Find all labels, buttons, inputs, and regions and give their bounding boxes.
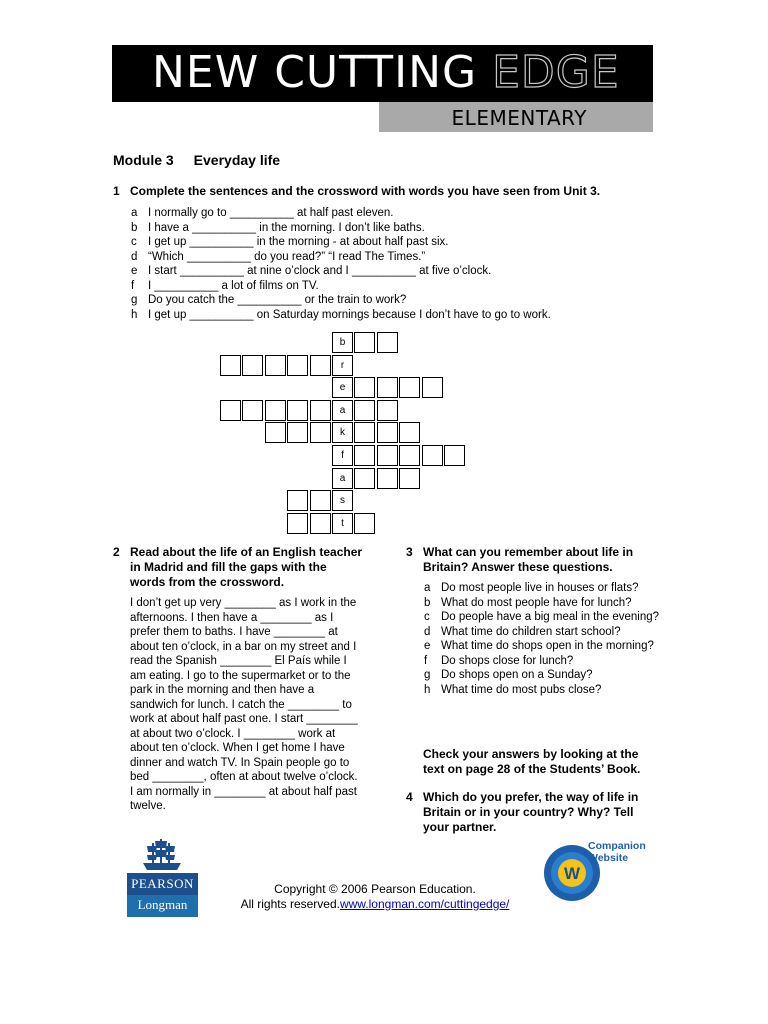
crossword-cell[interactable] — [354, 445, 375, 466]
crossword-cell[interactable] — [310, 422, 331, 443]
crossword-cell[interactable] — [444, 445, 465, 466]
crossword-cell[interactable] — [399, 468, 420, 489]
crossword-cell[interactable] — [220, 355, 241, 376]
module-number: Module 3 — [113, 152, 174, 168]
check-answers-note: Check your answers by looking at the text on page 28 of the Students’ Book. — [423, 747, 641, 776]
crossword-cell[interactable] — [422, 377, 443, 398]
copyright-line: Copyright © 2006 Pearson Education. — [274, 882, 476, 896]
book-title — [152, 47, 620, 98]
crossword-cell[interactable] — [242, 355, 263, 376]
crossword-cell[interactable] — [287, 490, 308, 511]
crossword-cell[interactable] — [310, 490, 331, 511]
list-item: f Do shops close for lunch? — [424, 654, 574, 667]
list-item: d What time do children start school? — [424, 625, 621, 638]
crossword-letter: r — [340, 359, 345, 371]
reading-passage — [130, 596, 360, 814]
crossword-cell[interactable] — [422, 445, 443, 466]
svg-text:W: W — [563, 864, 581, 883]
list-item: c Do people have a big meal in the evening? — [424, 611, 660, 623]
question-text: Complete the sentences and the crossword with words you have seen from Unit 3. — [130, 184, 601, 198]
crossword-cell[interactable] — [287, 355, 308, 376]
title-banner — [112, 45, 653, 102]
crossword-letter: a — [339, 404, 346, 416]
question-text: Read about the life of an English teacher in Madrid and fill the gaps with the words from the crossword. — [130, 545, 363, 589]
crossword-cell[interactable] — [354, 513, 375, 534]
question-number: 3 — [406, 545, 413, 559]
module-heading — [113, 152, 280, 168]
crossword-cell[interactable] — [354, 332, 375, 353]
website-link[interactable]: www.longman.com/cuttingedge/ — [339, 897, 510, 911]
crossword-cell[interactable] — [265, 355, 286, 376]
crossword-cell[interactable] — [377, 468, 398, 489]
passage-text: I don’t get up very ________ as I work in the afternoons. I then have a ________ as I prefer them to baths. I have ________ at about ten o’clock, in a bar on my street and I read the Spanish ________ El País while I am eating. I go to the supermarket or to the park in the morning and then have a sandwich for lunch. I catch the ________ to work at about half past one. I start ________ at about two o’clock. I ________ work at about ten o’clock. When I get home I have dinner and watch TV. In Spain people go to bed ________, often at about twelve o’clock. I am normally in ________ at about half past twelve. — [130, 597, 358, 812]
crossword-cell[interactable] — [377, 377, 398, 398]
crossword-letter: t — [341, 517, 344, 529]
list-item: d “Which __________ do you read?” “I read The Times.” — [131, 250, 426, 263]
crossword-cell[interactable] — [354, 468, 375, 489]
crossword-cell[interactable] — [354, 377, 375, 398]
crossword-letter: s — [340, 495, 345, 507]
crossword-cell[interactable] — [287, 400, 308, 421]
list-item: c I get up __________ in the morning - at about half past six. — [131, 236, 449, 248]
crossword-cell[interactable] — [310, 355, 331, 376]
question-3-list — [424, 581, 664, 697]
crossword-cell[interactable] — [265, 422, 286, 443]
crossword-cell[interactable] — [265, 400, 286, 421]
title-main: NEW CUTTING — [152, 47, 493, 98]
level-banner — [379, 102, 653, 132]
crossword-cell[interactable] — [399, 445, 420, 466]
crossword-cell[interactable] — [310, 513, 331, 534]
crossword-letter: k — [340, 427, 345, 439]
list-item: b What do most people have for lunch? — [424, 596, 632, 609]
level-title: ELEMENTARY — [451, 106, 587, 130]
companion-label: Companion Website — [588, 840, 646, 864]
question-4-heading — [406, 790, 656, 835]
list-item: e I start __________ at nine o’clock and I __________ at five o’clock. — [131, 265, 492, 277]
crossword-cell[interactable] — [354, 400, 375, 421]
crossword-letter: b — [339, 337, 346, 348]
crossword-cell[interactable] — [242, 400, 263, 421]
question-text: What can you remember about life in Britain? Answer these questions. — [423, 545, 634, 574]
list-item: e What time do shops open in the morning? — [424, 640, 654, 652]
list-item: f I __________ a lot of films on TV. — [131, 279, 319, 292]
question-number: 4 — [406, 790, 413, 804]
title-accent: EDGE — [492, 47, 620, 98]
companion-website-logo[interactable] — [542, 837, 672, 917]
list-item: a Do most people live in houses or flats? — [424, 582, 639, 594]
rights-line: All rights reserved.www.longman.com/cuttingedge/ — [240, 897, 510, 911]
list-item: g Do shops open on a Sunday? — [424, 669, 593, 681]
copyright-notice — [220, 882, 530, 912]
crossword-cell[interactable] — [399, 422, 420, 443]
question-text: Which do you prefer, the way of life in Britain or in your country? Why? Tell your partner. — [423, 790, 639, 834]
list-item: a I normally go to __________ at half past eleven. — [131, 207, 394, 219]
crossword-cell[interactable] — [399, 377, 420, 398]
module-title: Everyday life — [193, 152, 281, 168]
list-item: b I have a __________ in the morning. I don’t like baths. — [131, 221, 425, 234]
question-1-list — [131, 206, 671, 322]
crossword-letter: a — [339, 472, 346, 484]
longman-wordmark: Longman — [127, 895, 198, 917]
list-item: g Do you catch the __________ or the train to work? — [131, 294, 407, 306]
crossword-cell[interactable] — [377, 445, 398, 466]
crossword-letter: f — [341, 450, 344, 461]
crossword-cell[interactable] — [377, 332, 398, 353]
pearson-wordmark: PEARSON — [127, 873, 198, 895]
crossword-cell[interactable] — [377, 400, 398, 421]
crossword-cell[interactable] — [310, 400, 331, 421]
crossword-cell[interactable] — [354, 422, 375, 443]
question-3-heading — [406, 545, 656, 575]
question-1-heading — [113, 184, 673, 199]
crossword-cell[interactable] — [220, 400, 241, 421]
question-number: 1 — [113, 184, 120, 198]
crossword-cell[interactable] — [377, 422, 398, 443]
question-2-heading — [113, 545, 363, 590]
list-item: h What time do most pubs close? — [424, 683, 602, 696]
crossword-cell[interactable] — [287, 422, 308, 443]
crossword-cell[interactable] — [287, 513, 308, 534]
ship-icon — [127, 837, 198, 873]
crossword-letter: e — [339, 382, 346, 394]
question-number: 2 — [113, 545, 120, 559]
list-item: h I get up __________ on Saturday mornings because I don’t have to go to work. — [131, 308, 551, 321]
pearson-longman-logo — [127, 837, 198, 917]
